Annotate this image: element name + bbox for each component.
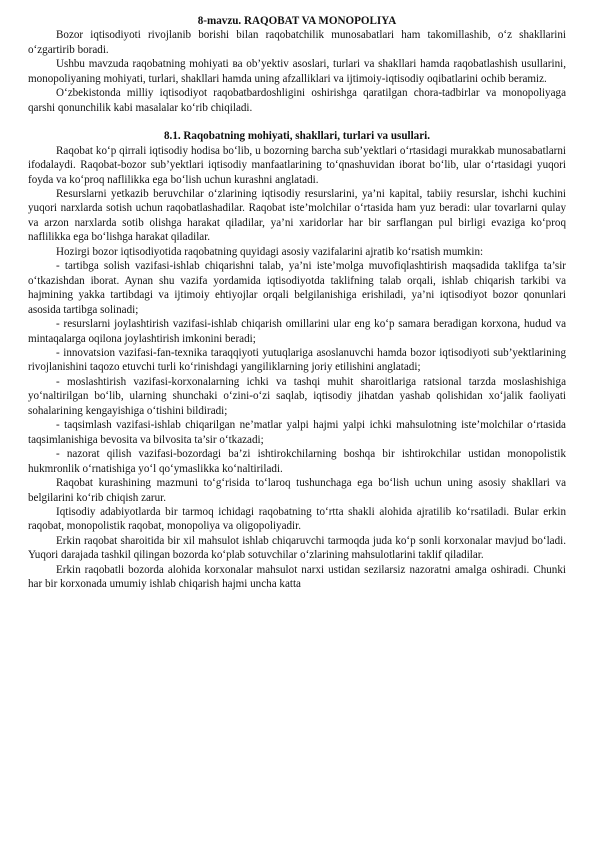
body-paragraph: Hozirgi bozor iqtisodiyotida raqobatning quyidagi asosiy vazifalarini ajratib ko‘rsatish mumkin: — [56, 245, 484, 258]
body-paragraph: Resurslarni yetkazib beruvchilar o‘zlarining iqtisodiy resurslarini, ya’ni kapital, tabiiy resurslar, ishchi kuchini yuqori narxlarda sotish uchun raqobatlashadilar. Raqobat iste’molchilar o‘rtasida ham yuz beradi: ular tovarlarni qulay va arzon narxlarda sotib olishga harakat qiladilar, ya’ni xaridorlar har bir sarflangan pul birligi evaziga ko‘proq naflilikka ega bo‘lishga harakat qiladilar. — [28, 187, 566, 244]
body-paragraph: Raqobat ko‘p qirrali iqtisodiy hodisa bo‘lib, u bozorning barcha sub’yektlari o‘rtasidagi murakkab munosabatlarni ifodalaydi. Raqobat-bozor sub’yektlari iqtisodiy manfaatlarining to‘qnashuvidan iborat bo‘lib, ular o‘rtasidagi yuqori foyda va ko‘proq naflilikka ega bo‘lish uchun kurashni anglatadi. — [28, 144, 566, 186]
list-item: - resurslarni joylashtirish vazifasi-ishlab chiqarish omillarini ular eng ko‘p samara beradigan korxona, hudud va mintaqalarga oqilona joylashtirish imkonini beradi; — [28, 318, 566, 345]
list-item: - innovatsion vazifasi-fan-texnika taraqqiyoti yutuqlariga asoslanuvchi hamda bozor iqtisodiyoti sub’yektlarining rivojlanishini taqozo etuvchi turli ko‘rinishdagi yangiliklarning joriy etilishini anglatadi; — [28, 346, 566, 374]
list-item: - tartibga solish vazifasi-ishlab chiqarishni talab, ya’ni iste’molga muvofiqlashtirish maqsadida taklifga ta’sir o‘tkazishdan iborat. Aynan shu vazifa yordamida iqtisodiyotda taklifning talab orqali, ishlab chiqarish tarkibi va hajmining yakka tartibdagi va ijtimoiy ehtiyojlar orqali belgilanishiga erishiladi, ya’ni iqtisodiyot bozor qonunlari asosida tartibga solinadi; — [28, 260, 566, 316]
intro-paragraph: O‘zbekistonda milliy iqtisodiyot raqobatbardoshligini oshirishga qaratilgan chora-tadbirlar va monopoliyaga qarshi qonunchilik kabi masalalar ko‘rib chiqiladi. — [28, 87, 566, 114]
document-page — [28, 14, 566, 592]
body-paragraph: Raqobat kurashining mazmuni to‘g‘risida to‘laroq tushunchaga ega bo‘lish uchun uning asosiy shakllari va belgilarini ko‘rib chiqish zarur. — [28, 477, 566, 504]
list-item: - nazorat qilish vazifasi-bozordagi ba’zi ishtirokchilarning boshqa bir ishtirokchilar ustidan monopolistik hukmronlik o‘rnatishiga yo‘l qo‘ymaslikka ko‘naltiriladi. — [28, 448, 566, 475]
body-paragraph: Erkin raqobatli bozorda alohida korxonalar mahsulot narxi ustidan sezilarsiz nazoratni amalga oshiradi. Chunki har bir korxonada umumiy ishlab chiqarish hajmi uncha katta — [28, 563, 566, 591]
intro-paragraph: Ushbu mavzuda raqobatning mohiyati ва ob’yektiv asoslari, turlari va shakllari hamda raqobatlashish usullarini, monopoliyaning mohiyati, turlari, shakllari hamda uning afzalliklari va ijtimoiy-iqtisodiy oqibatlarini ochib beramiz. — [28, 58, 566, 85]
section-title: 8.1. Raqobatning mohiyati, shakllari, turlari va usullari. — [164, 130, 430, 143]
body-paragraph: Erkin raqobat sharoitida bir xil mahsulot ishlab chiqaruvchi tarmoqda juda ko‘p sonli korxonalar mavjud bo‘ladi. Yuqori darajada tashkil qilingan bozorda ko‘plab sotuvchilar o‘zlarining mahsulotlarini taklif qiladilar. — [28, 534, 566, 562]
list-item: - moslashtirish vazifasi-korxonalarning ichki va tashqi muhit sharoitlariga ratsional tarzda moslashishiga yo‘naltirilgan bo‘lib, ularning shunchaki o‘zini-o‘zi saqlab, iqtisodiy jihatdan yashab qolishidan xo‘jalik faoliyati sohalarining kengayishiga o‘tishini bildiradi; — [28, 375, 566, 417]
intro-paragraph: Bozor iqtisodiyoti rivojlanib borishi bilan raqobatchilik munosabatlari ham takomillashib, o‘z shakllarini o‘zgartirib boradi. — [28, 29, 566, 56]
page-title: 8-mavzu. RAQOBAT VA MONOPOLIYA — [197, 15, 397, 27]
list-item: - taqsimlash vazifasi-ishlab chiqarilgan ne’matlar yalpi hajmi yalpi ichki mahsulotning iste’molchilar o‘rtasida taqsimlanishiga bevosita va bilvosita ta’sir o‘tkazadi; — [28, 419, 566, 446]
body-paragraph: Iqtisodiy adabiyotlarda bir tarmoq ichidagi raqobatning to‘rtta shakli alohida ajratilib ko‘rsatiladi. Bular erkin raqobat, monopolistik raqobat, monopoliya va oligopoliyadir. — [28, 505, 566, 533]
